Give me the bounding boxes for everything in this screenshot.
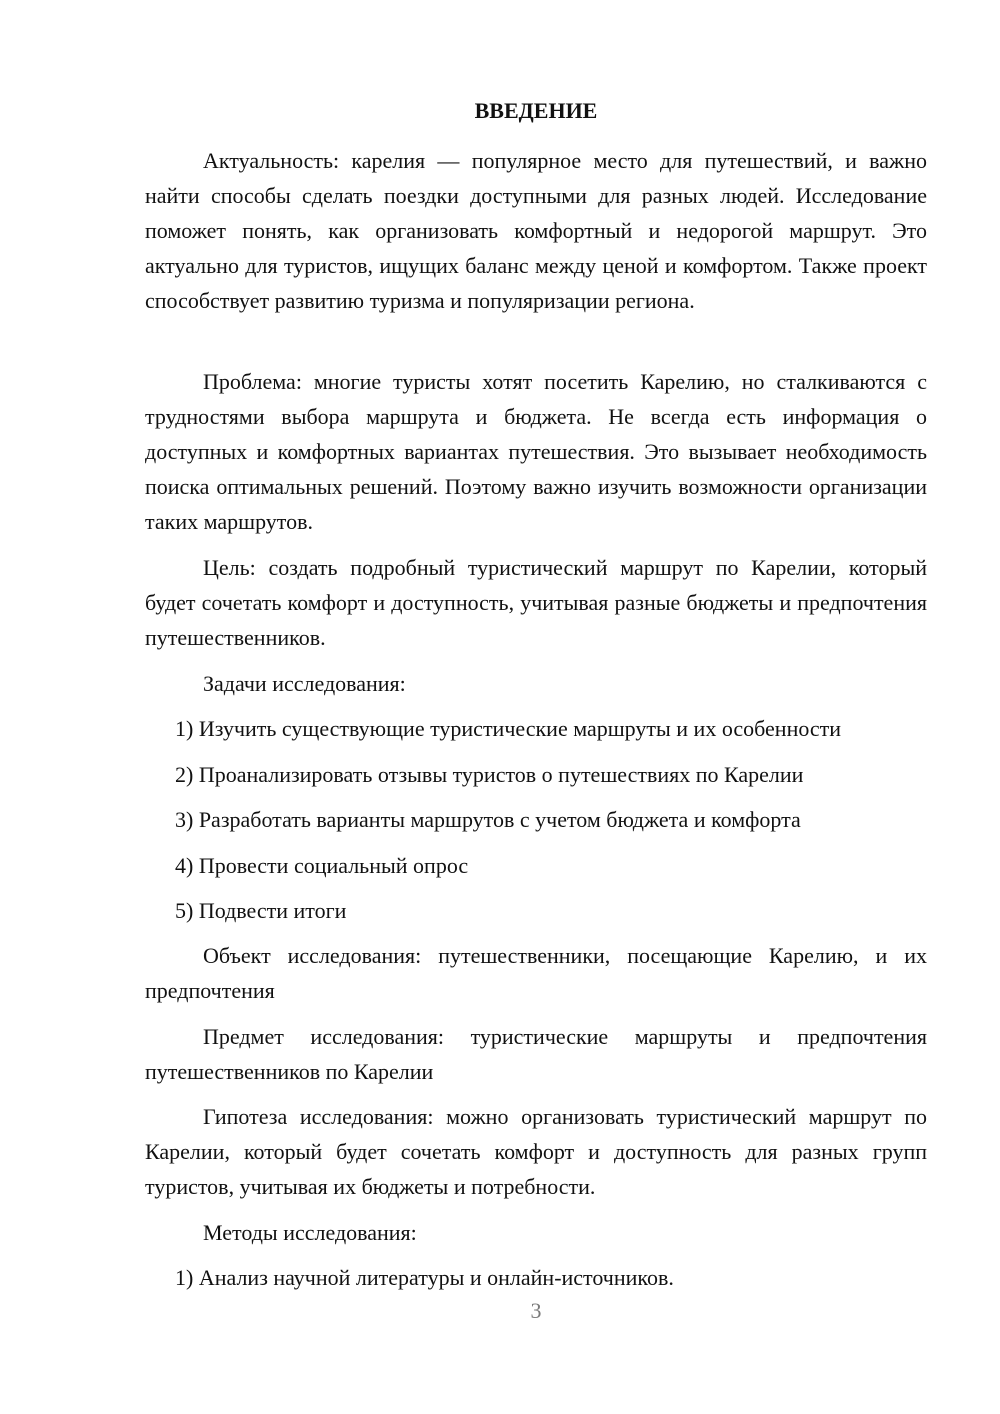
task-item: 5) Подвести итоги [175, 898, 347, 923]
goal-paragraph: Цель: создать подробный туристический маршрут по Карелии, который будет сочетать комфорт и доступность, учитывая разные бюджеты и предпочтения путешественников. [145, 555, 927, 650]
task-item: 1) Изучить существующие туристические маршруты и их особенности [175, 716, 842, 741]
hypothesis-paragraph: Гипотеза исследования: можно организовать туристический маршрут по Карелии, который будет сочетать комфорт и доступность для разных групп туристов, учитывая их бюджеты и потребности. [145, 1104, 927, 1199]
page-number: 3 [530, 1298, 542, 1323]
methods-heading: Методы исследования: [203, 1220, 417, 1245]
task-item: 2) Проанализировать отзывы туристов о путешествиях по Карелии [175, 762, 804, 787]
subject-paragraph: Предмет исследования: туристические маршруты и предпочтения путешественников по Карелии [145, 1024, 927, 1084]
tasks-heading: Задачи исследования: [203, 671, 406, 696]
task-item: 3) Разработать варианты маршрутов с учетом бюджета и комфорта [175, 807, 801, 832]
problem-paragraph: Проблема: многие туристы хотят посетить Карелию, но сталкиваются с трудностями выбора маршрута и бюджета. Не всегда есть информация о доступных и комфортных вариантах путешествия. Это вызывает необходимость поиска оптимальных решений. Поэтому важно изучить возможности организации таких маршрутов. [145, 369, 927, 534]
relevance-paragraph: Актуальность: карелия — популярное место для путешествий, и важно найти способы сделать поездки доступными для разных людей. Исследование поможет понять, как организовать комфортный и недорогой маршрут. Это актуально для туристов, ищущих баланс между ценой и комфортом. Также проект способствует развитию туризма и популяризации региона. [145, 148, 927, 313]
task-item: 4) Провести социальный опрос [175, 853, 469, 878]
object-paragraph: Объект исследования: путешественники, посещающие Карелию, и их предпочтения [145, 943, 927, 1003]
page-title: ВВЕДЕНИЕ [474, 98, 598, 123]
method-item: 1) Анализ научной литературы и онлайн-источников. [175, 1265, 674, 1290]
